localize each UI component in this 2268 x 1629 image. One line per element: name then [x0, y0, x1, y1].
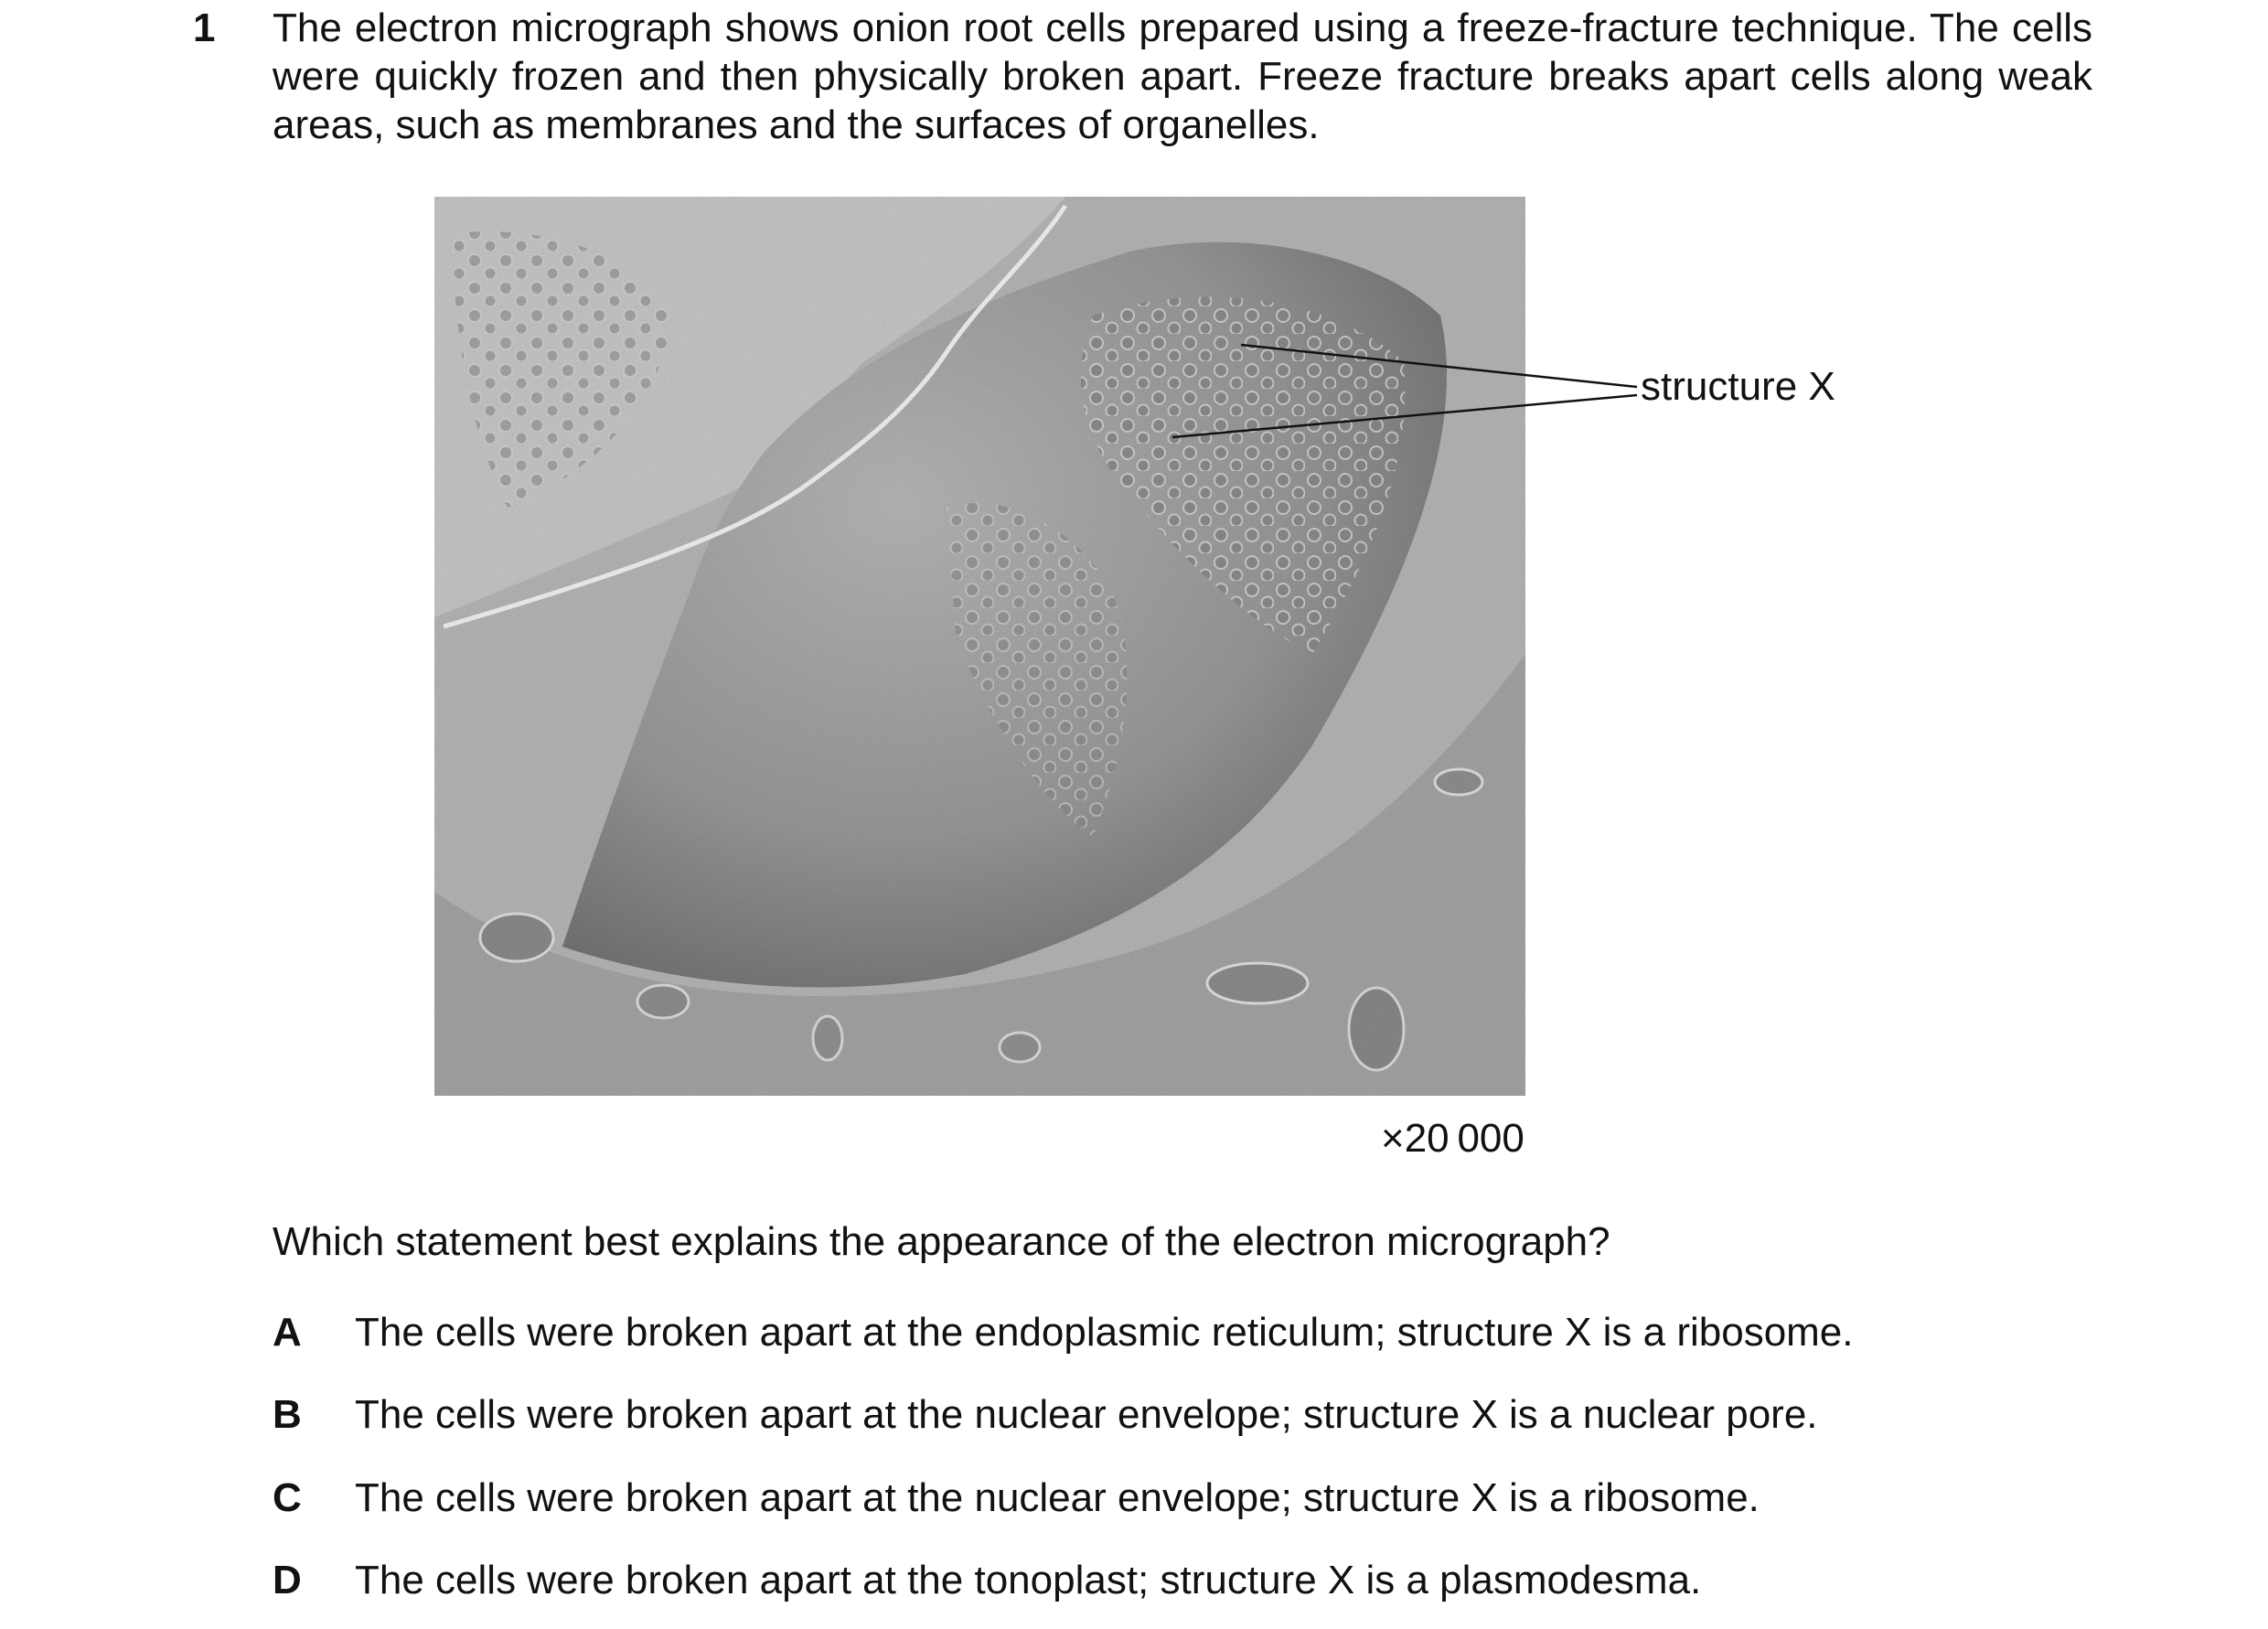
option-letter: D: [273, 1558, 302, 1602]
option-letter: A: [273, 1310, 302, 1355]
electron-micrograph: [434, 197, 1525, 1096]
option-letter: C: [273, 1475, 302, 1520]
structure-x-label: structure X: [1641, 364, 1835, 409]
question-intro: The electron micrograph shows onion root cells prepared using a freeze-fracture technique. The cells were quickly frozen and then physically broken apart. Freeze fracture breaks apart cells along weak areas, such as membranes and the surfaces of organelles.: [273, 5, 2092, 147]
option-text: The cells were broken apart at the tonoplast; structure X is a plasmodesma.: [355, 1558, 1702, 1602]
option-d[interactable]: [273, 1558, 1701, 1603]
question-prompt: Which statement best explains the appearance of the electron micrograph?: [273, 1219, 1610, 1264]
option-text: The cells were broken apart at the endoplasmic reticulum; structure X is a ribosome.: [355, 1310, 1854, 1355]
structure-x-leader-lines: [1171, 338, 1683, 457]
question-number: 1: [193, 5, 216, 50]
option-a[interactable]: [273, 1310, 1854, 1356]
option-letter: B: [273, 1392, 302, 1437]
option-text: The cells were broken apart at the nuclear envelope; structure X is a nuclear pore.: [355, 1392, 1818, 1437]
magnification-label: ×20 000: [1381, 1116, 1524, 1161]
option-text: The cells were broken apart at the nuclear envelope; structure X is a ribosome.: [355, 1475, 1760, 1520]
option-b[interactable]: [273, 1392, 1818, 1438]
option-c[interactable]: [273, 1475, 1760, 1521]
